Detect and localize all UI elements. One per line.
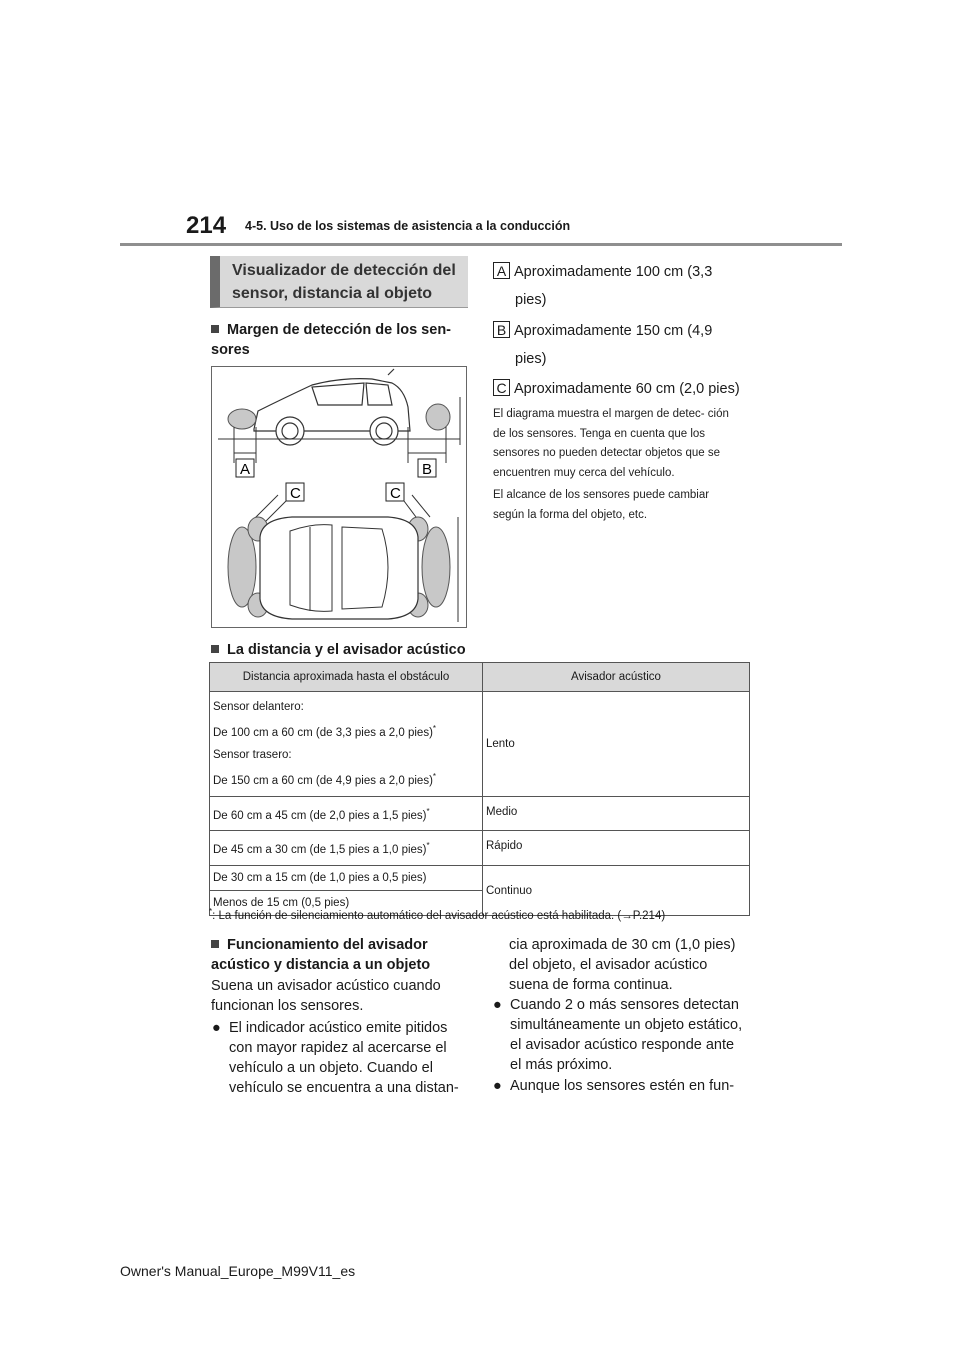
table-cell-buzzer: Rápido	[483, 831, 750, 866]
legend-a-cont: pies)	[515, 292, 547, 308]
body-paragraph: Suena un avisador acústico cuando funcionan los sensores.	[211, 978, 441, 1014]
bullet-dot-icon: ●	[212, 1020, 221, 1036]
diagram-label-c-left: C	[290, 485, 301, 502]
section-box-title	[210, 256, 468, 308]
table-cell-distance: Menos de 15 cm (0,5 pies)	[210, 891, 483, 916]
diagram-label-b: B	[422, 461, 433, 478]
table-row	[210, 831, 750, 866]
footnote: *: La función de silenciamiento automático del avisador acústico está habilitada. (→P.214)	[209, 907, 666, 922]
legend-a	[493, 261, 743, 311]
front-detection-lobe	[228, 409, 256, 429]
legend-c-letter: C	[493, 379, 510, 396]
table-cell-buzzer: Continuo	[483, 866, 750, 916]
bullet-item: ● Aunque los sensores estén en fun-	[493, 1078, 735, 1094]
subheading-distance-text: La distancia y el avisador acústico	[227, 642, 466, 658]
diagram-note: El diagrama muestra el margen de detec- ción de los sensores. Tenga en cuenta que los sensores no pueden detectar objetos que se encuentren muy cerca del vehículo.	[493, 408, 729, 479]
subheading-operation	[211, 935, 471, 975]
car-top-view	[228, 517, 450, 619]
legend-a-text: Aproximadamente 100 cm (3,3	[514, 264, 713, 280]
legend-b-cont: pies)	[515, 351, 547, 367]
table-header-row	[210, 663, 750, 692]
square-bullet-icon	[211, 645, 219, 653]
legend-a-letter: A	[493, 262, 510, 279]
header-rule	[120, 243, 842, 246]
bullet-dot-icon: ●	[493, 1078, 502, 1094]
subheading-margin	[211, 320, 466, 360]
legend-b-letter: B	[493, 321, 510, 338]
legend-c-text: Aproximadamente 60 cm (2,0 pies)	[514, 381, 740, 397]
table-cell-buzzer: Medio	[483, 796, 750, 831]
diagram-label-a: A	[240, 461, 251, 478]
table-cell-distance: De 30 cm a 15 cm (de 1,0 pies a 0,5 pies)	[210, 866, 483, 891]
rear-detection-lobe	[426, 404, 450, 430]
subheading-distance	[211, 640, 471, 660]
table-cell-distance: De 45 cm a 30 cm (de 1,5 pies a 1,0 pies)*	[210, 831, 483, 866]
page-footer: Owner's Manual_Europe_M99V11_es	[120, 1263, 356, 1279]
subheading-operation-text: Funcionamiento del avisador acústico y distancia a un objeto	[211, 937, 431, 973]
bullet-item: ● Cuando 2 o más sensores detectan simultáneamente un objeto estático, el avisador acústico responde ante el más próximo.	[493, 997, 743, 1073]
table-header-buzzer: Avisador acústico	[483, 663, 750, 692]
diagram-label-c-right: C	[390, 485, 401, 502]
bullet-continuation: cia aproximada de 30 cm (1,0 pies) del objeto, el avisador acústico suena de forma continua.	[509, 937, 736, 993]
table-row	[210, 866, 750, 891]
distance-table	[209, 662, 750, 916]
sensor-diagram-svg	[212, 367, 466, 627]
table-cell-distance: De 60 cm a 45 cm (de 2,0 pies a 1,5 pies)*	[210, 796, 483, 831]
bullet-item: ● El indicador acústico emite pitidos con mayor rapidez al acercarse el vehículo a un objeto. Cuando el vehículo se encuentra a una distan-	[212, 1020, 459, 1096]
bullet-dot-icon: ●	[493, 997, 502, 1013]
car-side-view	[254, 369, 410, 445]
front-sensor-value: De 100 cm a 60 cm (de 3,3 pies a 2,0 pies)*	[213, 724, 437, 739]
legend-b-text: Aproximadamente 150 cm (4,9	[514, 323, 713, 339]
table-row	[210, 692, 750, 797]
range-note: El alcance de los sensores puede cambiar según la forma del objeto, etc.	[493, 489, 710, 521]
table-cell-buzzer: Lento	[483, 692, 750, 797]
sensor-range-diagram	[211, 366, 467, 628]
square-bullet-icon	[211, 325, 219, 333]
legend-c	[493, 378, 753, 400]
table-header-distance: Distancia aproximada hasta el obstáculo	[210, 663, 483, 692]
front-sensor-label: Sensor delantero:	[213, 701, 304, 713]
table-cell-distance	[210, 692, 483, 797]
page-reference[interactable]: P.214)	[632, 909, 666, 922]
arrow-icon: →	[621, 909, 633, 922]
legend-b	[493, 320, 743, 370]
rear-sensor-label: Sensor trasero:	[213, 748, 292, 761]
rear-sensor-value: De 150 cm a 60 cm (de 4,9 pies a 2,0 pies)*	[213, 771, 437, 787]
page-number: 214	[186, 212, 227, 239]
section-box-title-text: Visualizador de detección del sensor, distancia al objeto	[232, 262, 456, 302]
table-row	[210, 796, 750, 831]
square-bullet-icon	[211, 940, 219, 948]
subheading-margin-text: Margen de detección de los sen- sores	[211, 322, 451, 358]
section-title: 4-5. Uso de los sistemas de asistencia a la conducción	[245, 219, 571, 233]
